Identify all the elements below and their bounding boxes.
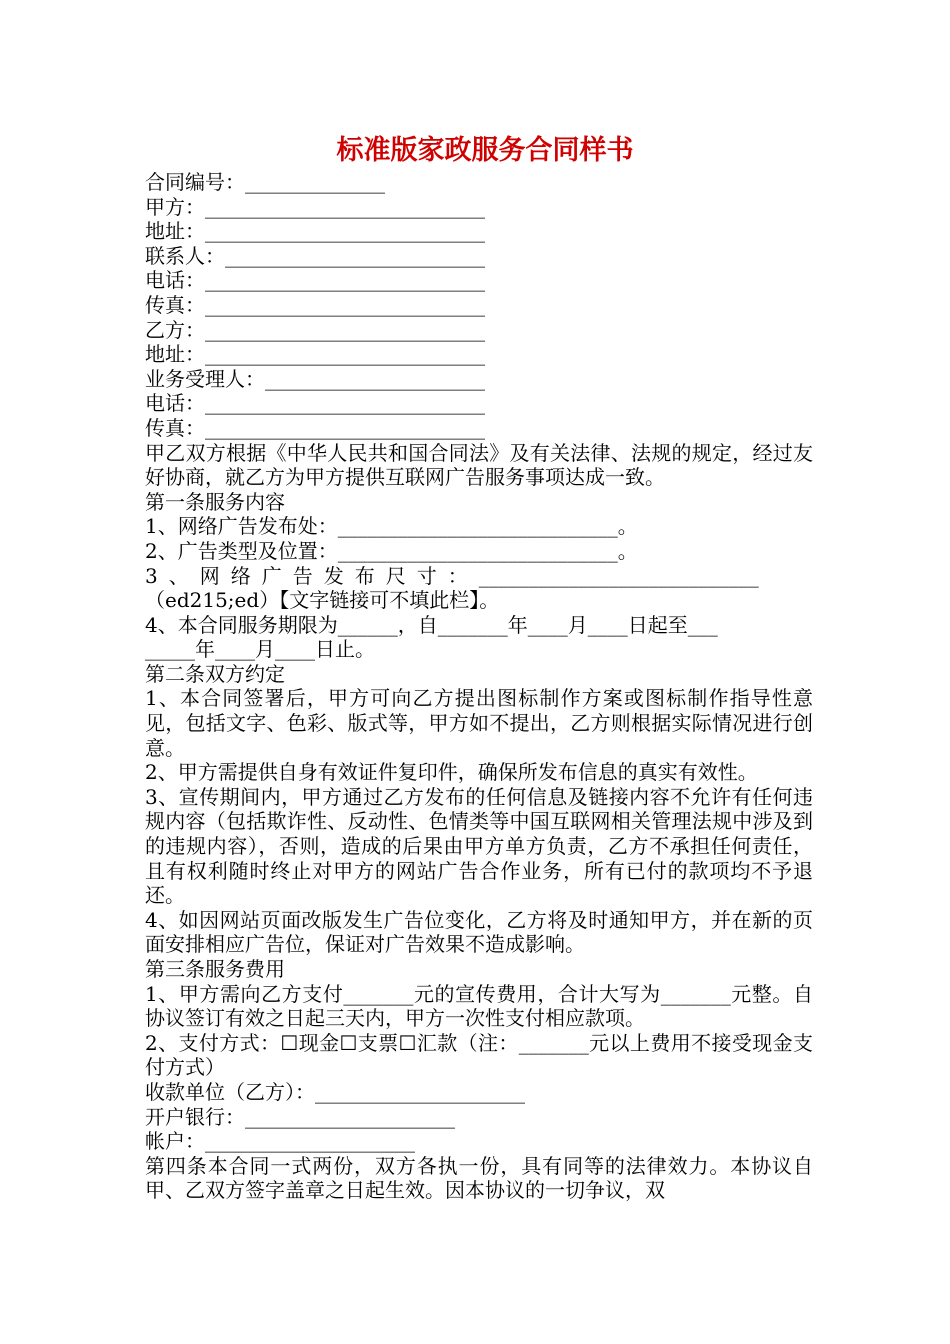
article1-item4-a: 4、本合同服务期限为______，自_______年____月____日起至___ [145,612,718,637]
payee-line: 收款单位（乙方）：_____________________ [145,1079,525,1104]
article3-heading: 第三条服务费用 [145,957,285,981]
article1-item1: 1、网络广告发布处：____________________________。 [145,514,638,539]
account-line: 帐户：_____________________ [145,1129,415,1154]
article4-paragraph: 第四条本合同一式两份，双方各执一份，具有同等的法律效力。本协议自甲、乙双方签字盖章之日起生效。因本协议的一切争议，双 [145,1153,813,1203]
article1-item4-b: _____年____月____日止。 [145,637,375,662]
article1-item3 [145,564,813,589]
article2-heading: 第二条双方约定 [145,661,285,686]
party-b-line: 乙方：____________________________ [145,317,485,342]
party-a-phone-line: 电话：____________________________ [145,268,485,293]
article2-p3: 3、宣传期间内，甲方通过乙方发布的任何信息及链接内容不允许有任何违规内容（包括欺诈性、反动性、色情类等中国互联网相关管理法规中涉及到的违规内容），否则，造成的后果由甲方单方负责，乙方不承担任何责任，且有权利随时终止对甲方的网站广告合作业务，所有已付的款项均不予退还。 [145,784,813,908]
article1-item3-label: 3、网络广告发布尺寸： [145,563,479,588]
article2-p4: 4、如因网站页面改版发生广告位变化，乙方将及时通知甲方，并在新的页面安排相应广告位，保证对广告效果不造成影响。 [145,907,813,957]
party-a-address-line: 地址：____________________________ [145,219,485,244]
article2-p1: 1、本合同签署后，甲方可向乙方提出图标制作方案或图标制作指导性意见，包括文字、色彩、版式等，甲方如不提出，乙方则根据实际情况进行创意。 [145,686,813,760]
party-b-agent-line: 业务受理人：______________________ [145,366,485,391]
article1-item2: 2、广告类型及位置：____________________________。 [145,538,638,563]
party-a-fax-line: 传真：____________________________ [145,292,485,317]
article1-item3-blank: ____________________________ [478,563,759,588]
party-b-phone-line: 电话：____________________________ [145,391,485,416]
party-a-contact-line: 联系人：__________________________ [145,243,485,268]
article3-p2: 2、支付方式：☐现金☐支票☐汇款（注：_______元以上费用不接受现金支付方式） [145,1030,813,1080]
bank-line: 开户银行：_____________________ [145,1104,455,1129]
party-b-fax-line: 传真：____________________________ [145,415,485,440]
party-b-address-line: 地址：____________________________ [145,342,485,367]
article2-p2: 2、甲方需提供自身有效证件复印件，确保所发布信息的真实有效性。 [145,760,758,785]
article1-item3-tail: （ed215;ed）【文字链接可不填此栏】。 [145,588,500,613]
document-title: 标准版家政服务合同样书 [336,135,634,166]
party-a-line: 甲方：____________________________ [145,194,485,219]
intro-paragraph: 甲乙双方根据《中华人民共和国合同法》及有关法律、法规的规定，经过友好协商，就乙方为甲方提供互联网广告服务事项达成一致。 [145,440,813,490]
contract-page [145,134,813,1203]
article3-p1: 1、甲方需向乙方支付_______元的宣传费用，合计大写为_______元整。自协议签订有效之日起三天内，甲方一次性支付相应款项。 [145,981,813,1031]
contract-number-line: 合同编号：______________ [145,170,385,194]
article1-heading: 第一条服务内容 [145,489,285,514]
